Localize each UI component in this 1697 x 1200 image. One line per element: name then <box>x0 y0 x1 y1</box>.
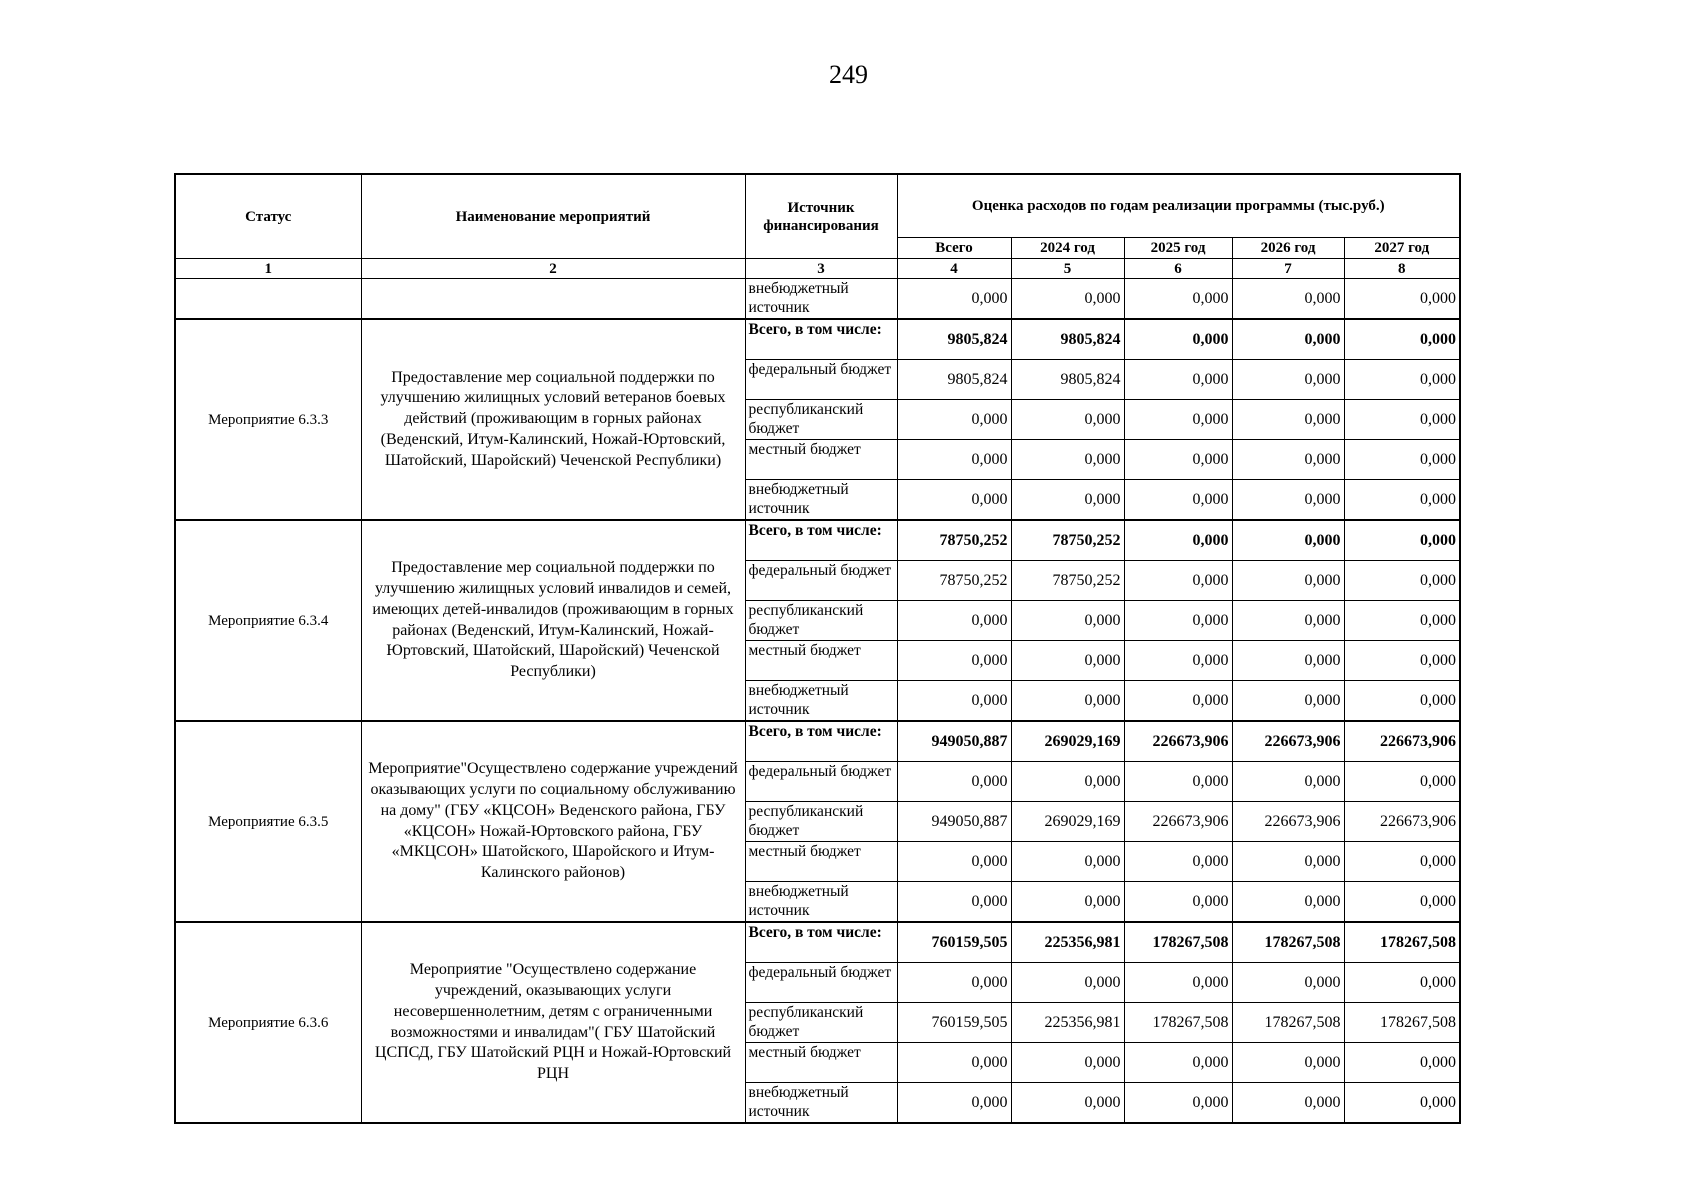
value-cell: 0,000 <box>1232 561 1344 601</box>
header-name: Наименование мероприятий <box>361 174 745 259</box>
source-cell: Всего, в том числе: <box>745 520 897 561</box>
value-cell: 0,000 <box>1011 681 1124 722</box>
value-cell: 0,000 <box>1124 400 1232 440</box>
status-cell-empty <box>175 279 361 320</box>
column-number: 7 <box>1232 259 1344 279</box>
total-row <box>175 319 1460 360</box>
value-cell: 0,000 <box>1011 641 1124 681</box>
value-cell: 0,000 <box>1344 681 1460 722</box>
value-cell: 78750,252 <box>897 520 1011 561</box>
value-cell: 226673,906 <box>1344 721 1460 762</box>
value-cell: 0,000 <box>1124 641 1232 681</box>
header-year-2026: 2026 год <box>1232 238 1344 259</box>
column-number: 6 <box>1124 259 1232 279</box>
value-cell: 0,000 <box>1232 681 1344 722</box>
value-cell: 178267,508 <box>1124 922 1232 963</box>
value-cell: 0,000 <box>897 681 1011 722</box>
value-cell: 0,000 <box>1011 279 1124 320</box>
value-cell: 0,000 <box>1232 360 1344 400</box>
value-cell: 0,000 <box>1344 882 1460 923</box>
value-cell: 178267,508 <box>1344 922 1460 963</box>
value-cell: 0,000 <box>1344 963 1460 1003</box>
value-cell: 0,000 <box>1232 601 1344 641</box>
value-cell: 0,000 <box>1344 641 1460 681</box>
value-cell: 0,000 <box>1344 1083 1460 1124</box>
value-cell: 0,000 <box>1011 400 1124 440</box>
page-number: 249 <box>829 60 868 89</box>
carryover-row <box>175 279 1460 320</box>
value-cell: 0,000 <box>1232 400 1344 440</box>
status-cell: Мероприятие 6.3.3 <box>175 319 361 520</box>
value-cell: 0,000 <box>1011 762 1124 802</box>
value-cell: 0,000 <box>1232 882 1344 923</box>
value-cell: 0,000 <box>1011 842 1124 882</box>
value-cell: 0,000 <box>897 762 1011 802</box>
value-cell: 0,000 <box>1232 963 1344 1003</box>
value-cell: 0,000 <box>1344 762 1460 802</box>
value-cell: 0,000 <box>1124 842 1232 882</box>
value-cell: 0,000 <box>1232 279 1344 320</box>
value-cell: 178267,508 <box>1124 1003 1232 1043</box>
source-cell: внебюджетный источник <box>745 480 897 521</box>
source-cell: федеральный бюджет <box>745 561 897 601</box>
value-cell: 178267,508 <box>1232 1003 1344 1043</box>
source-cell: внебюджетный источник <box>745 882 897 923</box>
value-cell: 0,000 <box>1011 963 1124 1003</box>
value-cell: 0,000 <box>1344 360 1460 400</box>
value-cell: 0,000 <box>1011 1043 1124 1083</box>
value-cell: 0,000 <box>1232 480 1344 521</box>
column-number: 5 <box>1011 259 1124 279</box>
value-cell: 0,000 <box>1232 319 1344 360</box>
value-cell: 0,000 <box>1232 842 1344 882</box>
header-source: Источник финансирования <box>745 174 897 259</box>
value-cell: 0,000 <box>1124 360 1232 400</box>
total-row <box>175 922 1460 963</box>
value-cell: 0,000 <box>897 641 1011 681</box>
value-cell: 0,000 <box>1124 561 1232 601</box>
value-cell: 0,000 <box>1011 1083 1124 1124</box>
value-cell: 225356,981 <box>1011 922 1124 963</box>
value-cell: 0,000 <box>1124 279 1232 320</box>
value-cell: 178267,508 <box>1344 1003 1460 1043</box>
status-cell: Мероприятие 6.3.6 <box>175 922 361 1123</box>
value-cell: 0,000 <box>1344 1043 1460 1083</box>
value-cell: 269029,169 <box>1011 721 1124 762</box>
value-cell: 0,000 <box>897 882 1011 923</box>
value-cell: 0,000 <box>897 1043 1011 1083</box>
value-cell: 0,000 <box>1344 842 1460 882</box>
measure-name-cell: Мероприятие "Осуществлено содержание учреждений, оказывающих услуги несовершеннолетним, детям с ограниченными возможностями и инвалидам"( ГБУ Шатойский ЦСПСД, ГБУ Шатойский РЦН и Ножай-Юртовский РЦН <box>361 922 745 1123</box>
value-cell: 226673,906 <box>1232 721 1344 762</box>
value-cell: 0,000 <box>1344 440 1460 480</box>
source-cell: республиканский бюджет <box>745 802 897 842</box>
value-cell: 9805,824 <box>1011 360 1124 400</box>
value-cell: 0,000 <box>897 601 1011 641</box>
source-cell: местный бюджет <box>745 641 897 681</box>
value-cell: 0,000 <box>1124 882 1232 923</box>
total-row <box>175 520 1460 561</box>
measure-name-cell: Предоставление мер социальной поддержки по улучшению жилищных условий ветеранов боевых действий (проживающим в горных районах (Веденский, Итум-Калинский, Ножай-Юртовский, Шатойский, Шаройский) Чеченской Республики) <box>361 319 745 520</box>
source-cell: внебюджетный источник <box>745 279 897 320</box>
value-cell: 226673,906 <box>1344 802 1460 842</box>
value-cell: 0,000 <box>1344 520 1460 561</box>
value-cell: 0,000 <box>1011 882 1124 923</box>
value-cell: 0,000 <box>1344 319 1460 360</box>
value-cell: 949050,887 <box>897 721 1011 762</box>
value-cell: 0,000 <box>1124 480 1232 521</box>
value-cell: 0,000 <box>1344 601 1460 641</box>
value-cell: 0,000 <box>897 842 1011 882</box>
value-cell: 0,000 <box>1124 601 1232 641</box>
status-cell: Мероприятие 6.3.4 <box>175 520 361 721</box>
value-cell: 178267,508 <box>1232 922 1344 963</box>
value-cell: 9805,824 <box>897 360 1011 400</box>
value-cell: 0,000 <box>1232 641 1344 681</box>
value-cell: 0,000 <box>1124 520 1232 561</box>
source-cell: федеральный бюджет <box>745 963 897 1003</box>
value-cell: 0,000 <box>1232 520 1344 561</box>
header-year-2024: 2024 год <box>1011 238 1124 259</box>
source-cell: республиканский бюджет <box>745 400 897 440</box>
value-cell: 0,000 <box>897 1083 1011 1124</box>
value-cell: 226673,906 <box>1124 721 1232 762</box>
source-cell: федеральный бюджет <box>745 762 897 802</box>
value-cell: 269029,169 <box>1011 802 1124 842</box>
source-cell: республиканский бюджет <box>745 601 897 641</box>
value-cell: 226673,906 <box>1232 802 1344 842</box>
value-cell: 0,000 <box>1344 279 1460 320</box>
value-cell: 78750,252 <box>1011 561 1124 601</box>
value-cell: 0,000 <box>1124 762 1232 802</box>
value-cell: 0,000 <box>897 963 1011 1003</box>
value-cell: 0,000 <box>1232 1083 1344 1124</box>
column-number: 4 <box>897 259 1011 279</box>
column-number: 8 <box>1344 259 1460 279</box>
source-cell: местный бюджет <box>745 1043 897 1083</box>
value-cell: 760159,505 <box>897 1003 1011 1043</box>
header-expenses: Оценка расходов по годам реализации программы (тыс.руб.) <box>897 174 1460 238</box>
source-cell: Всего, в том числе: <box>745 721 897 762</box>
value-cell: 226673,906 <box>1124 802 1232 842</box>
measure-name-cell: Предоставление мер социальной поддержки по улучшению жилищных условий инвалидов и семей, имеющих детей-инвалидов (проживающим в горных районах (Веденский, Итум-Калинский, Ножай-Юртовский, Шатойский, Шаройский) Чеченской Республики) <box>361 520 745 721</box>
measure-name-cell: Мероприятие"Осуществлено содержание учреждений оказывающих услуги по социальному обслуживанию на дому" (ГБУ «КЦСОН» Веденского района, ГБУ «КЦСОН» Ножай-Юртовского района, ГБУ «МКЦСОН» Шатойского, Шаройского и Итум-Калинского районов) <box>361 721 745 922</box>
source-cell: внебюджетный источник <box>745 1083 897 1124</box>
value-cell: 0,000 <box>1232 440 1344 480</box>
header-total: Всего <box>897 238 1011 259</box>
column-number-row <box>175 259 1460 279</box>
column-number: 2 <box>361 259 745 279</box>
value-cell: 78750,252 <box>897 561 1011 601</box>
column-number: 3 <box>745 259 897 279</box>
total-row <box>175 721 1460 762</box>
source-cell: республиканский бюджет <box>745 1003 897 1043</box>
value-cell: 0,000 <box>1124 440 1232 480</box>
value-cell: 0,000 <box>1124 963 1232 1003</box>
value-cell: 9805,824 <box>1011 319 1124 360</box>
header-year-2027: 2027 год <box>1344 238 1460 259</box>
value-cell: 0,000 <box>1344 480 1460 521</box>
value-cell: 0,000 <box>1124 1043 1232 1083</box>
value-cell: 0,000 <box>897 480 1011 521</box>
value-cell: 0,000 <box>1011 440 1124 480</box>
value-cell: 0,000 <box>1344 561 1460 601</box>
value-cell: 0,000 <box>897 279 1011 320</box>
value-cell: 9805,824 <box>897 319 1011 360</box>
value-cell: 0,000 <box>897 400 1011 440</box>
header-status: Статус <box>175 174 361 259</box>
value-cell: 225356,981 <box>1011 1003 1124 1043</box>
value-cell: 0,000 <box>1232 1043 1344 1083</box>
value-cell: 0,000 <box>1124 319 1232 360</box>
source-cell: местный бюджет <box>745 842 897 882</box>
value-cell: 0,000 <box>1011 601 1124 641</box>
status-cell: Мероприятие 6.3.5 <box>175 721 361 922</box>
value-cell: 760159,505 <box>897 922 1011 963</box>
value-cell: 0,000 <box>1011 480 1124 521</box>
source-cell: внебюджетный источник <box>745 681 897 722</box>
value-cell: 0,000 <box>1232 762 1344 802</box>
budget-table <box>174 173 1461 1124</box>
value-cell: 949050,887 <box>897 802 1011 842</box>
value-cell: 0,000 <box>1344 400 1460 440</box>
value-cell: 0,000 <box>897 440 1011 480</box>
source-cell: местный бюджет <box>745 440 897 480</box>
value-cell: 0,000 <box>1124 1083 1232 1124</box>
value-cell: 0,000 <box>1124 681 1232 722</box>
name-cell-empty <box>361 279 745 320</box>
source-cell: Всего, в том числе: <box>745 922 897 963</box>
source-cell: Всего, в том числе: <box>745 319 897 360</box>
header-year-2025: 2025 год <box>1124 238 1232 259</box>
column-number: 1 <box>175 259 361 279</box>
value-cell: 78750,252 <box>1011 520 1124 561</box>
source-cell: федеральный бюджет <box>745 360 897 400</box>
